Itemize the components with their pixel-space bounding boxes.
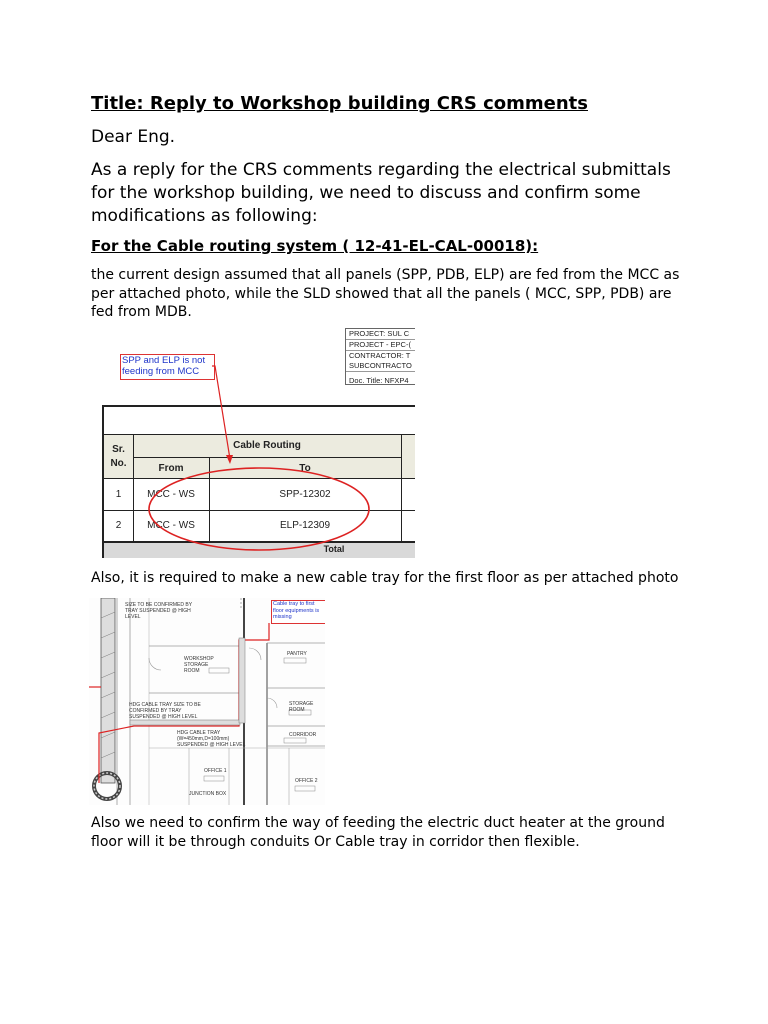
plan-label: JUNCTION BOX: [189, 791, 227, 797]
plan-label: HDG CABLE TRAY (W=450mm,D=100mm) SUSPENDED @ HIGH LEVEL: [177, 730, 246, 748]
plan-label: CORRIDOR: [289, 732, 317, 738]
annotation-arrow-head: [226, 455, 233, 464]
annotation-overlay: [100, 328, 415, 558]
paragraph-duct-heater: Also we need to confirm the way of feeding the electric duct heater at the ground floor will it be through conduits Or Cable tray in corridor then flexible.: [91, 815, 665, 850]
annotation-ellipse: [149, 468, 369, 550]
plan-label: OFFICE 2: [295, 778, 318, 784]
annotation-note: SPP and ELP is not feeding from MCC: [120, 354, 215, 380]
sr-header: Sr.: [112, 444, 125, 455]
info-line: PROJECT: SUL C: [346, 329, 415, 340]
paragraph-first-floor-tray: Also, it is required to make a new cable tray for the first floor as per attached photo: [91, 570, 679, 586]
plan-label: HDG CABLE TRAY SIZE TO BE CONFIRMED BY TRAY SUSPENDED @ HIGH LEVEL: [129, 702, 201, 720]
greeting: Dear Eng.: [91, 127, 176, 147]
plan-label: OFFICE 1: [204, 768, 227, 774]
to-header: To: [299, 463, 311, 474]
paragraph-panels-feeding: the current design assumed that all panels (SPP, PDB, ELP) are fed from the MCC as per attached photo, while the SLD showed that all the panels ( MCC, SPP, PDB) are fed from MDB.: [91, 267, 680, 320]
total-label: Total: [323, 544, 345, 554]
table-row-from: MCC - WS: [147, 489, 195, 500]
document-title: Title: Reply to Workshop building CRS comments: [91, 93, 588, 114]
plan-label: WORKSHOP STORAGE ROOM: [184, 656, 214, 674]
table-row-to: SPP-12302: [279, 489, 331, 500]
plan-label: SIZE TO BE CONFIRMED BY TRAY SUSPENDED @ HIGH LEVEL: [125, 602, 192, 620]
intro-paragraph: As a reply for the CRS comments regarding the electrical submittals for the workshop building, we need to discuss and confirm some modifications as following:: [91, 160, 671, 226]
info-line: Doc. Title: NFXP4: [349, 376, 409, 385]
annotation-arrow-line: [212, 366, 230, 459]
table-row-sr: 1: [115, 489, 122, 500]
info-line: SUBCONTRACTO: [346, 361, 415, 372]
plan-label: STORAGE ROOM: [289, 701, 314, 713]
floor-plan-figure: [89, 598, 325, 805]
plan-label: PANTRY: [287, 651, 307, 657]
no-header: No.: [110, 458, 127, 469]
cable-routing-header: Cable Routing: [233, 440, 301, 451]
table-row-from: MCC - WS: [147, 520, 195, 531]
cable-routing-figure: [100, 328, 415, 558]
section-heading: For the Cable routing system ( 12-41-EL-CAL-00018):: [91, 237, 539, 255]
info-line: PROJECT - EPC-(: [346, 340, 415, 351]
from-header: From: [158, 463, 184, 474]
table-row-sr: 2: [115, 520, 122, 531]
info-line: CONTRACTOR: T: [349, 351, 411, 360]
table-row-to: ELP-12309: [279, 520, 331, 531]
annotation-note: Cable tray to first floor equipments is missing: [271, 600, 325, 624]
